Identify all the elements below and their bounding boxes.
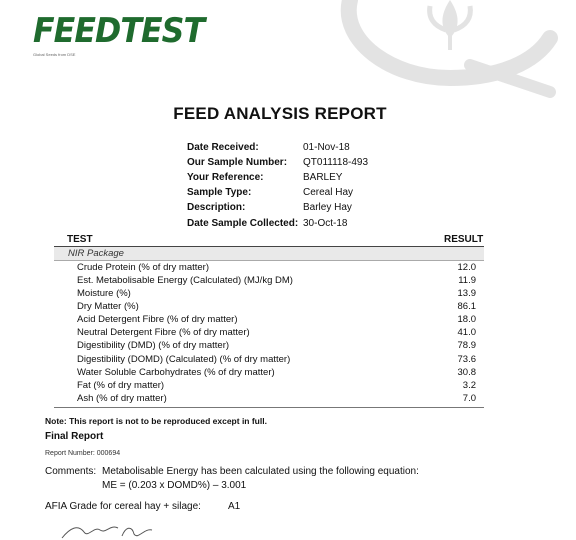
report-title: FEED ANALYSIS REPORT [173,104,387,123]
detail-label: Description: [187,202,246,213]
column-header-test: TEST [67,234,93,245]
detail-label: Your Reference: [187,172,264,183]
test-result: 78.9 [457,340,476,351]
report-number: Report Number: 000694 [45,450,121,457]
section-label: NIR Package [68,248,124,259]
test-name: Fat (% of dry matter) [77,380,165,391]
test-name: Digestibility (DMD) (% of dry matter) [77,340,230,351]
detail-value: Cereal Hay [303,187,354,198]
test-name: Water Soluble Carbohydrates (% of dry matter) [77,367,275,378]
test-result: 30.8 [457,367,476,378]
test-result: 12.0 [457,262,476,273]
column-header-result: RESULT [444,234,484,245]
comments-text: Metabolisable Energy has been calculated using the following equation: [102,466,419,477]
test-name: Dry Matter (%) [77,301,139,312]
test-result: 41.0 [457,327,476,338]
comments-label: Comments: [45,466,97,477]
test-result: 86.1 [457,301,476,312]
test-name: Moisture (%) [77,288,131,299]
afia-grade-label: AFIA Grade for cereal hay + silage: [45,501,201,512]
me-equation: ME = (0.203 x DOMD%) – 3.001 [102,480,247,491]
test-result: 7.0 [462,393,476,404]
table-divider [54,407,484,408]
detail-value: 30-Oct-18 [303,218,348,229]
detail-label: Date Sample Collected: [187,218,299,229]
logo-subtitle: Global Seeds from DSE [33,52,76,57]
test-name: Est. Metabolisable Energy (Calculated) (MJ/kg DM) [77,275,293,286]
detail-label: Our Sample Number: [187,157,288,168]
test-name: Acid Detergent Fibre (% of dry matter) [77,314,238,325]
signature-icon [60,522,170,540]
test-name: Digestibility (DOMD) (Calculated) (% of dry matter) [77,354,291,365]
watermark-emblem-icon [330,0,576,100]
test-result: 3.2 [462,380,476,391]
reproduction-note: Note: This report is not to be reproduced except in full. [45,416,267,426]
test-name: Neutral Detergent Fibre (% of dry matter) [77,327,250,338]
test-result: 11.9 [458,275,476,286]
feedtest-logo: FEEDTEST [33,11,205,51]
detail-value: BARLEY [303,172,343,183]
detail-label: Date Received: [187,142,259,153]
test-result: 18.0 [457,314,476,325]
detail-value: Barley Hay [303,202,352,213]
detail-value: QT011118-493 [303,157,369,168]
afia-grade-value: A1 [228,501,241,512]
test-result: 13.9 [457,288,476,299]
test-result: 73.6 [457,354,476,365]
test-name: Ash (% of dry matter) [77,393,167,404]
final-report-label: Final Report [45,431,104,442]
detail-label: Sample Type: [187,187,252,198]
detail-value: 01-Nov-18 [303,142,350,153]
test-name: Crude Protein (% of dry matter) [77,262,209,273]
